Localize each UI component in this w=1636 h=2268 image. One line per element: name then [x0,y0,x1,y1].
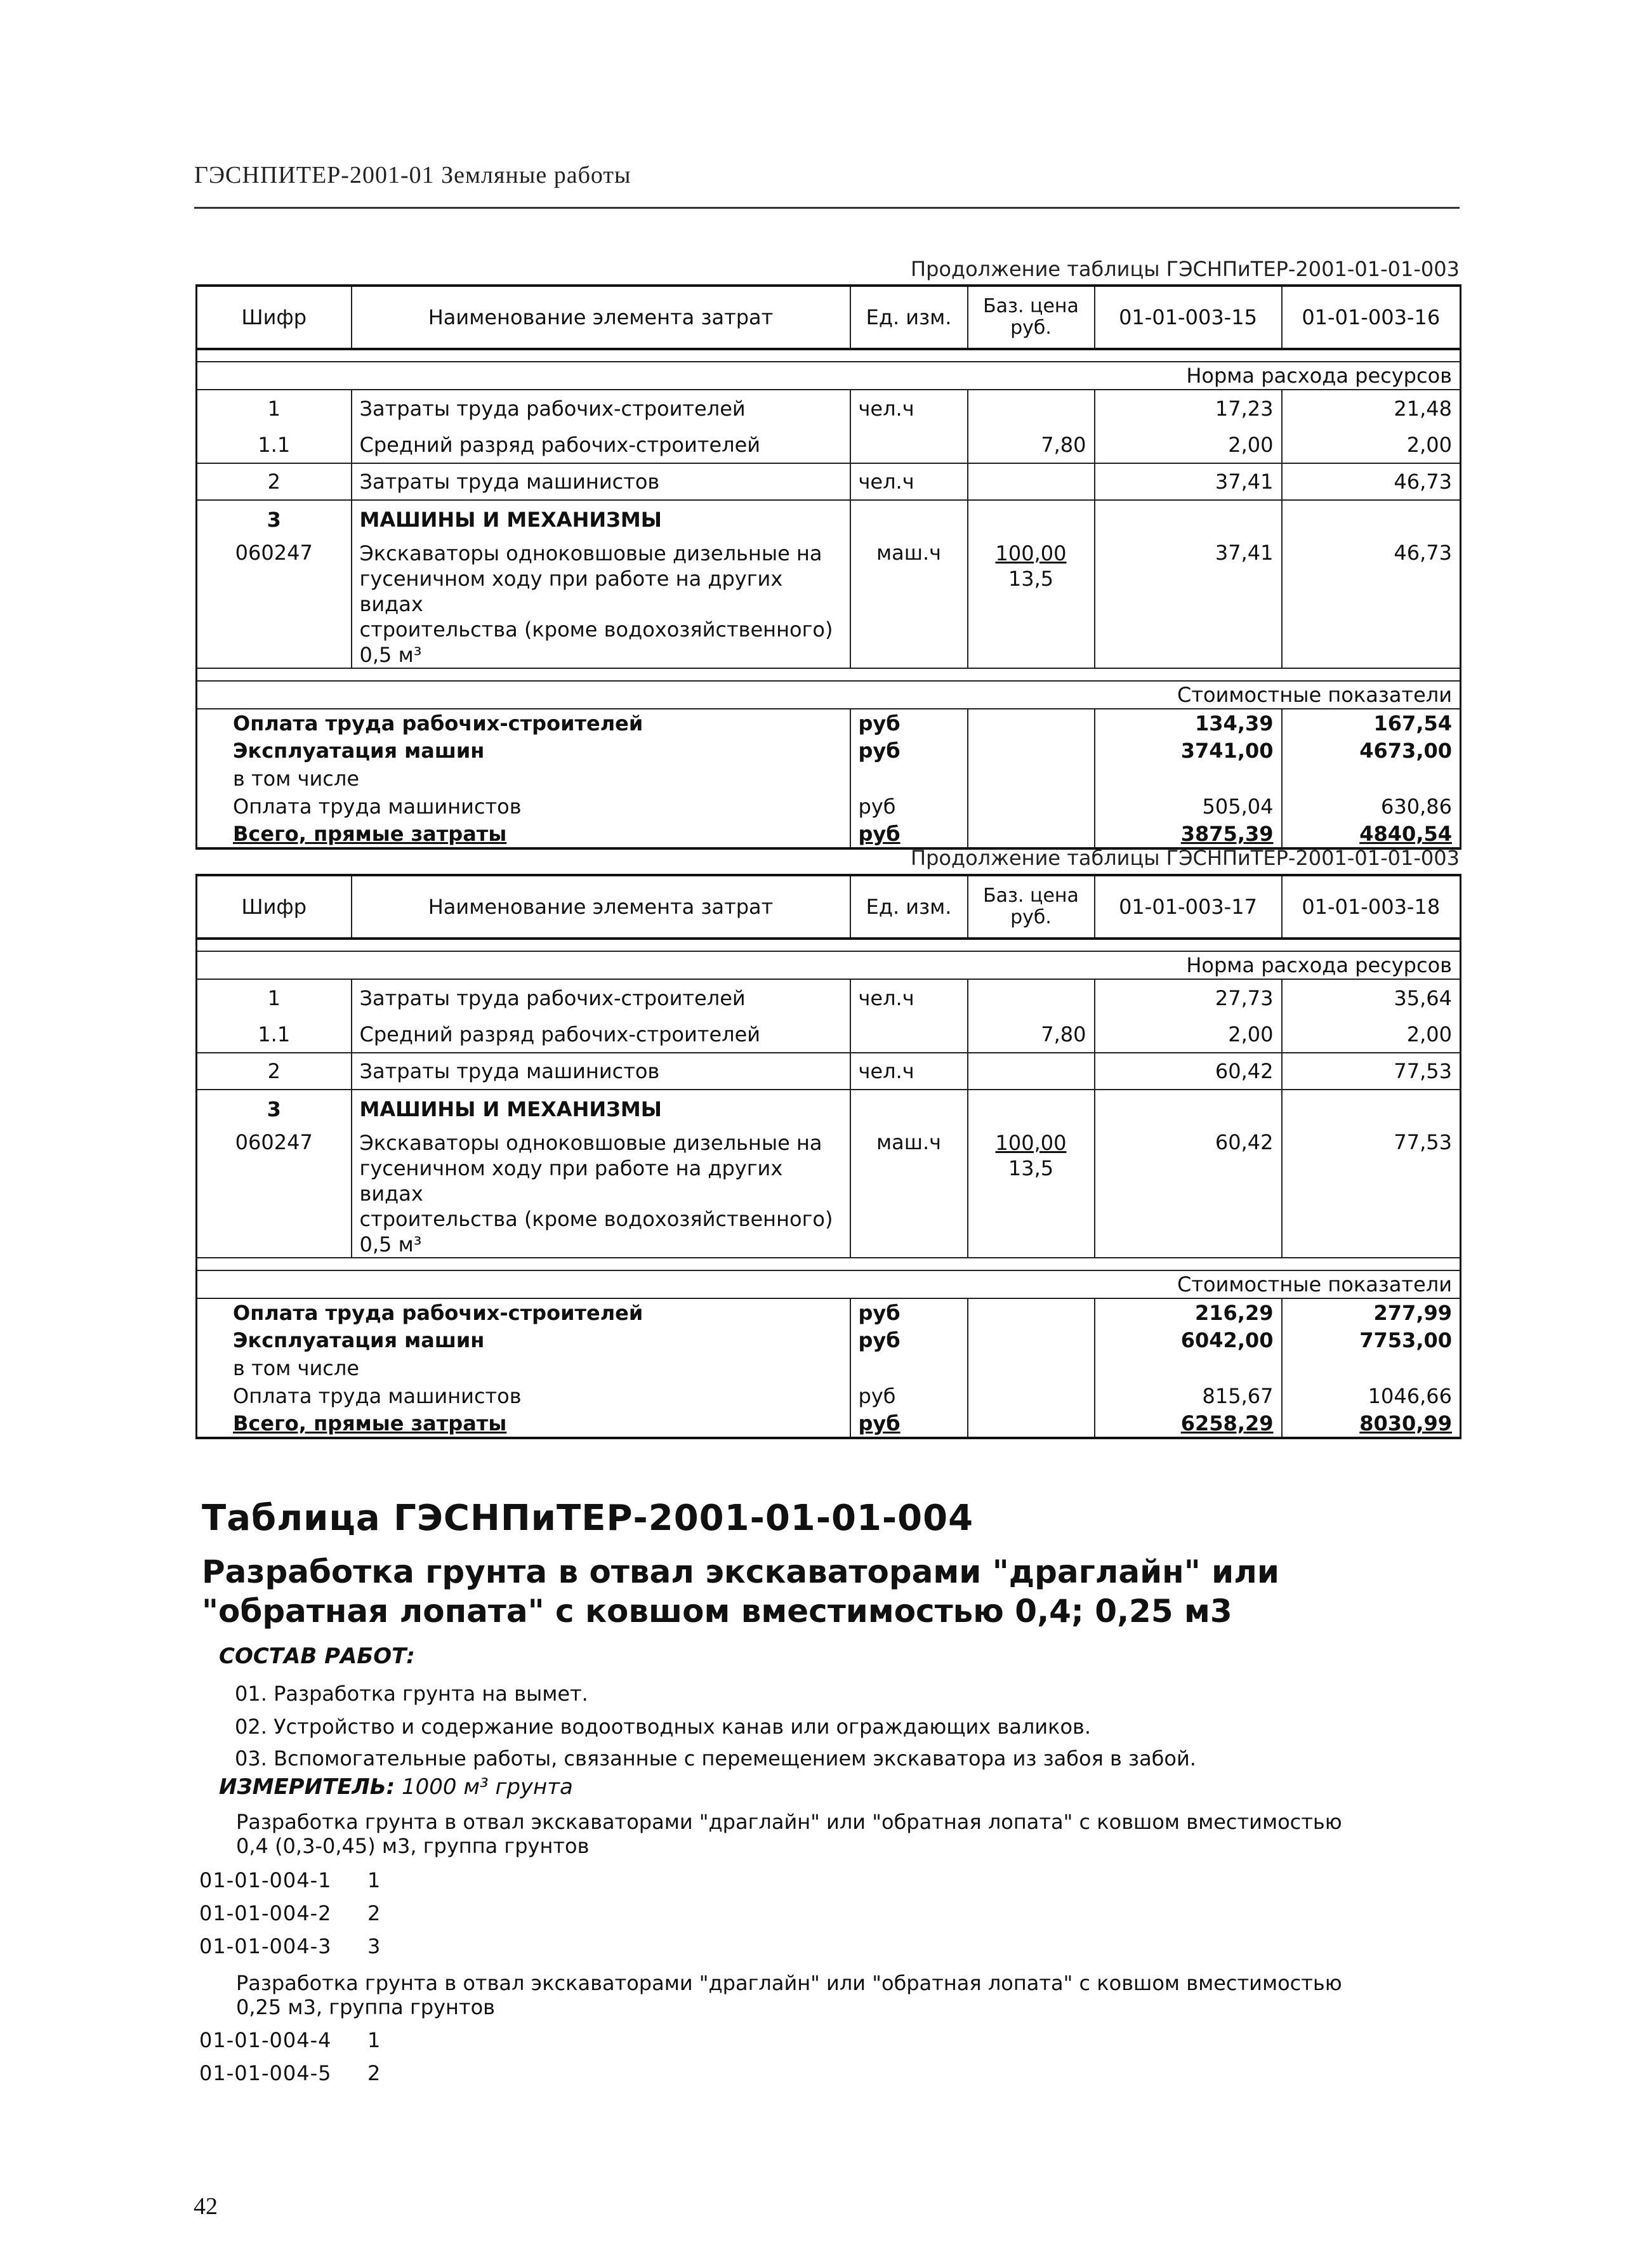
group-description: Разработка грунта в отвал экскаваторами "драглайн" или "обратная лопата" с ковшом вместимостью 0,25 м3, группа грунтов [236,1971,1342,2019]
section-row: 3 МАШИНЫ И МЕХАНИЗМЫ [197,1090,1461,1128]
cost-row: Оплата труда рабочих-строителей руб 134,39 167,54 [197,709,1461,737]
machine-row: 060247 Экскаваторы одноковшовые дизельные на гусеничном ходу при работе на других видах строительства (кроме водохозяйственного) 0,5 м³ маш.ч 100,00 13,5 60,42 77,53 [197,1128,1461,1258]
header-base-price: Баз. цена руб. [968,875,1095,939]
table-caption: Продолжение таблицы ГЭСНПиТЕР-2001-01-01-003 [911,846,1460,870]
header-code: Шифр [197,875,352,939]
table-row: 1.1 Средний разряд рабочих-строителей 7,80 2,00 2,00 [197,426,1461,463]
norm-label: Норма расхода ресурсов [197,362,1461,390]
header-unit: Ед. изм. [850,286,968,349]
code-row: 01-01-004-2 2 [199,1901,381,1925]
header-col1: 01-01-003-17 [1095,875,1282,939]
cost-row: Оплата труда рабочих-строителей руб 216,29 277,99 [197,1298,1461,1326]
cost-row: в том числе [197,765,1461,793]
code-row: 01-01-004-3 3 [199,1934,381,1958]
header-unit: Ед. изм. [850,875,968,939]
header-col2: 01-01-003-16 [1282,286,1461,349]
table-row: 1 Затраты труда рабочих-строителей чел.ч 27,73 35,64 [197,979,1461,1016]
cost-row: Всего, прямые затраты руб 3875,39 4840,54 [197,821,1461,848]
norm-label: Норма расхода ресурсов [197,951,1461,979]
cost-row: Оплата труда машинистов руб 815,67 1046,66 [197,1382,1461,1410]
work-item: 01. Разработка грунта на вымет. [235,1682,588,1706]
resource-table-1 [195,284,1461,850]
cost-row: Оплата труда машинистов руб 505,04 630,86 [197,793,1461,821]
measure-line [219,1774,573,1800]
header-col1: 01-01-003-15 [1095,286,1282,349]
header-rule [194,207,1460,209]
cost-label: Стоимостные показатели [197,1270,1461,1298]
table-row: 2 Затраты труда машинистов чел.ч 37,41 46,73 [197,463,1461,500]
work-item: 02. Устройство и содержание водоотводных канав или ограждающих валиков. [235,1715,1092,1739]
code-row: 01-01-004-5 2 [199,2061,381,2085]
work-item: 03. Вспомогательные работы, связанные с перемещением экскаватора из забоя в забой. [235,1746,1196,1770]
cost-row: Эксплуатация машин руб 6042,00 7753,00 [197,1326,1461,1354]
group-description: Разработка грунта в отвал экскаваторами "драглайн" или "обратная лопата" с ковшом вместимостью 0,4 (0,3-0,45) м3, группа грунтов [236,1810,1342,1858]
code-row: 01-01-004-1 1 [199,1868,381,1892]
cost-label: Стоимостные показатели [197,681,1461,709]
cost-row: Всего, прямые затраты руб 6258,29 8030,99 [197,1410,1461,1438]
table-row: 1 Затраты труда рабочих-строителей чел.ч 17,23 21,48 [197,390,1461,426]
measure-value: 1000 м³ грунта [402,1774,573,1800]
header-code: Шифр [197,286,352,349]
machine-row: 060247 Экскаваторы одноковшовые дизельные на гусеничном ходу при работе на других видах строительства (кроме водохозяйственного) 0,5 м³ маш.ч 100,00 13,5 37,41 46,73 [197,538,1461,668]
section-subtitle: Разработка грунта в отвал экскаваторами "драглайн" или "обратная лопата" с ковшом вместимостью 0,4; 0,25 м3 [202,1553,1279,1630]
code-row: 01-01-004-4 1 [199,2028,381,2052]
cost-row: в том числе [197,1354,1461,1382]
table-row: 1.1 Средний разряд рабочих-строителей 7,80 2,00 2,00 [197,1016,1461,1053]
table-caption: Продолжение таблицы ГЭСНПиТЕР-2001-01-01-003 [911,257,1460,281]
cost-row: Эксплуатация машин руб 3741,00 4673,00 [197,737,1461,765]
header-name: Наименование элемента затрат [352,875,850,939]
running-head: ГЭСНПИТЕР-2001-01 Земляные работы [194,162,631,188]
header-base-price: Баз. цена руб. [968,286,1095,349]
page-number: 42 [194,2193,218,2220]
header-name: Наименование элемента затрат [352,286,850,349]
table-row: 2 Затраты труда машинистов чел.ч 60,42 77,53 [197,1053,1461,1090]
header-col2: 01-01-003-18 [1282,875,1461,939]
section-title: Таблица ГЭСНПиТЕР-2001-01-01-004 [202,1498,974,1539]
measure-label: ИЗМЕРИТЕЛЬ: [219,1774,395,1800]
section-row: 3 МАШИНЫ И МЕХАНИЗМЫ [197,500,1461,538]
work-composition-label: СОСТАВ РАБОТ: [219,1644,415,1669]
resource-table-2 [195,874,1461,1439]
